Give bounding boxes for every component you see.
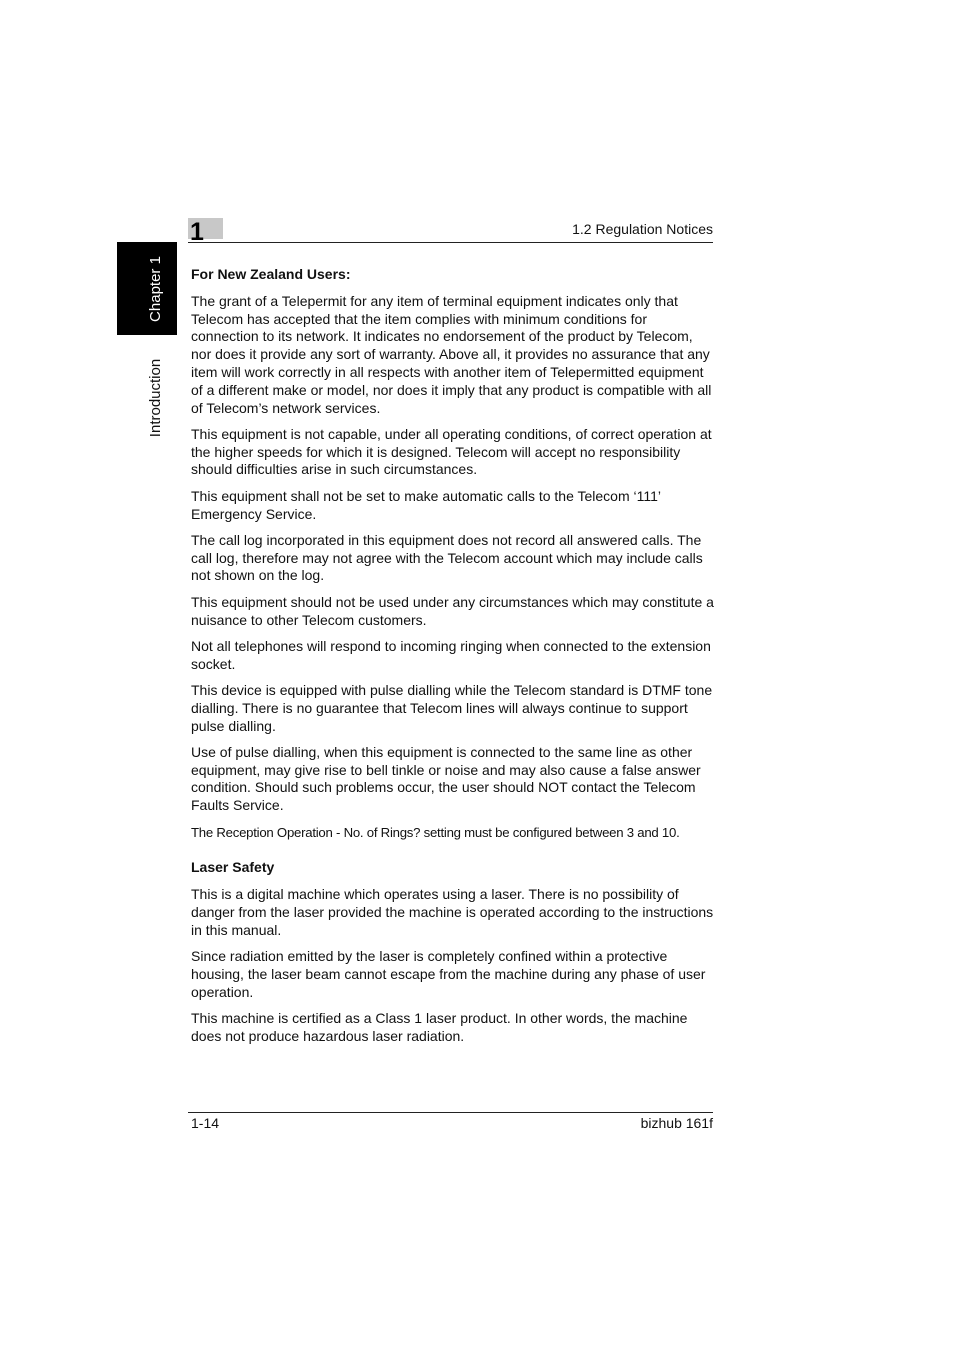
chapter-tab-label: Chapter 1 [147,256,164,322]
page-number: 1-14 [191,1115,220,1131]
nz-paragraph: This equipment should not be used under any circumstances which may constitute a nuisance to other Telecom customers. [191,593,714,628]
nz-paragraph: The grant of a Telepermit for any item of terminal equipment indicates only that Telecom has accepted that the item complies with minimum conditions for connection to its network. It indicates no endorsement of the product by Telecom, nor does it provide any sort of warranty. Above all, it provides no assurance that any item will work correctly in all respects with another item of Telepermitted equipment of a different make or model, nor does it imply that any product is compatible with all of Telecom’s network services. [191,292,712,416]
nz-paragraph: This equipment is not capable, under all operating conditions, of correct operation at the higher speeds for which it is designed. Telecom will accept no responsibility should difficulties arise in such circumstances. [191,425,712,478]
nz-paragraph: This device is equipped with pulse dialling while the Telecom standard is DTMF tone dialling. There is no guarantee that Telecom lines will always continue to support pulse dialling. [191,681,713,734]
laser-safety-heading: Laser Safety [191,859,275,876]
laser-paragraph: Since radiation emitted by the laser is completely confined within a protective housing, the laser beam cannot escape from the machine during any phase of user operation. [191,948,706,1000]
section-tab-label: Introduction [147,358,164,438]
laser-paragraph: This machine is certified as a Class 1 laser product. In other words, the machine does not produce hazardous laser radiation. [191,1009,688,1044]
nz-paragraph: Use of pulse dialling, when this equipment is connected to the same line as other equipment, may give rise to bell tinkle or noise and may also cause a false answer condition. Should such problems occur, the user should NOT contact the Telecom Faults Service. [191,743,701,814]
nz-paragraph: The Reception Operation - No. of Rings? setting must be configured between 3 and 10. [191,824,680,840]
nz-users-heading: For New Zealand Users: [191,266,351,282]
nz-paragraph: The call log incorporated in this equipment does not record all answered calls. The call log, therefore may not agree with the Telecom account which may include calls not shown on the log. [191,531,703,584]
header-rule [188,242,713,243]
footer-rule [188,1112,713,1113]
nz-paragraph: This equipment shall not be set to make automatic calls to the Telecom ‘111’ Emergency Service. [191,487,661,522]
nz-paragraph: Not all telephones will respond to incoming ringing when connected to the extension socket. [191,637,711,672]
page-content [191,266,715,1054]
chapter-number: 1 [190,218,204,246]
running-title: 1.2 Regulation Notices [572,221,713,237]
laser-paragraph: This is a digital machine which operates using a laser. There is no possibility of danger from the laser provided the machine is operated according to the instructions in this manual. [191,886,714,938]
product-name: bizhub 161f [640,1115,713,1131]
